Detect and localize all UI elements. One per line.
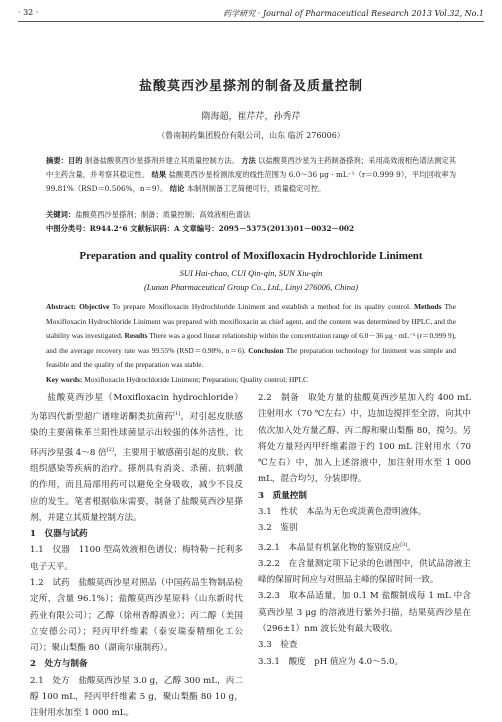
citation-ref: [1] bbox=[173, 411, 181, 418]
section-heading: 3 质量控制 bbox=[258, 490, 307, 501]
running-header bbox=[18, 6, 484, 22]
methods-label: 方法 bbox=[241, 156, 256, 165]
paragraph: 3.2.2 在含量测定项下记录的色谱图中，供试品溶液主峰的保留时间应与对照品主峰的保留时间一致。 bbox=[258, 558, 471, 586]
paragraph: 3.2.1 本品显有机氯化物的鉴别反应[3]。 bbox=[258, 541, 416, 553]
methods-text: 以盐酸莫西沙星为主药制备搽剂；采用高效液相色谱法测定其中主药含量，并考察其稳定性。 bbox=[46, 156, 457, 179]
abstract-chinese bbox=[46, 154, 456, 196]
keywords-text: 盐酸莫西沙星搽剂；制备；质量控制；高效液相色谱法 bbox=[75, 210, 251, 219]
abstract-english bbox=[46, 300, 456, 387]
citation-ref: [3] bbox=[400, 541, 408, 548]
paragraph: 1.2 试药 盐酸莫西沙星对照品（中国药品生物制品检定所，含量 96.1%）；盐酸莫西沙星原料（山东新时代药业有限公司）；乙醇（徐州香醇酒业）；丙二醇（美国立安德公司）；羟丙甲纤维素（泰安瑞泰精细化工公司）；聚山梨酯 80（湖南尔康制药）。 bbox=[30, 577, 243, 654]
conclusion-label: 结论 bbox=[169, 184, 185, 193]
paragraph: 3.1 性状 本品为无色或淡黄色澄明液体。 bbox=[258, 507, 427, 518]
affiliation-english: (Lunan Pharmaceutical Group Co., Ltd., Linyi 276006, China) bbox=[143, 282, 359, 292]
affiliation-chinese: （鲁南制药集团股份有限公司，山东 临沂 276006） bbox=[157, 131, 345, 140]
results-text: 盐酸莫西沙星检测浓度的线性范围为 6.0～36 μg · mL⁻¹（r＝0.999 9），平均回收率为 99.81%（RSD＝0.506%，n＝9）。 bbox=[46, 170, 457, 193]
en-keywords-text: Moxifloxacin Hydrochloride Liniment; Preparation; Quality control; HPLC bbox=[84, 374, 308, 384]
keywords-label: 关键词： bbox=[46, 210, 76, 219]
paragraph: 2.2 制备 取处方量的盐酸莫西沙星加入约 400 mL 注射用水（70 ℃左右）中，边加边搅拌至全溶，向其中依次加入处方量乙醇、丙二醇和聚山梨酯 80，搅匀。另将处方量羟丙甲纤维素溶于约 100 mL 注射用水（70 ℃左右）中，加入上述溶液中，加注射用水至 1 000 mL，混合均匀，分装即得。 bbox=[258, 393, 471, 485]
en-conclusion-text: The preparation technology for liniment was simple and feasible and the quality of the preparation was stable. bbox=[46, 345, 456, 369]
objective-label: 目的 bbox=[67, 156, 83, 165]
citation-ref: [2] bbox=[106, 446, 114, 453]
en-methods-text: The Moxifloxacin Hydrochloride Liniment was prepared with moxifloxacin as chief agent, and the content was determined by HPLC, and the stability was investigated. bbox=[46, 302, 456, 340]
paragraph: 3.2.3 取本品适量，加 0.1 M 盐酸制成每 1 mL 中含莫西沙星 3 μg 的溶液进行紫外扫描，结果莫西沙星在（296±1）nm 波长处有最大吸收。 bbox=[258, 591, 471, 635]
results-label: 结果 bbox=[151, 170, 167, 179]
en-results-text: There was a good linear relationship within the concentration range of 6.0－36 μg · mL⁻¹ (r＝0.999 9), and the average recovery rate was 99.55% (RSD＝0.98%, n＝6). bbox=[46, 331, 456, 355]
classification-meta: 中图分类号：R944.2⁺6 文献标识码：A 文章编号：2095－5375(2013)01－0032－002 bbox=[46, 224, 355, 233]
header-rule bbox=[18, 21, 484, 22]
body-column-right bbox=[258, 390, 471, 670]
body-column-left bbox=[30, 390, 243, 722]
authors-english: SUI Hai-chao, CUI Qin-qin, SUN Xiu-qin bbox=[179, 268, 323, 278]
authors-chinese: 隋海超，崔芹芹，孙秀芹 bbox=[201, 112, 301, 122]
subsection-heading: 3.3 检查 bbox=[258, 640, 298, 651]
keywords-chinese bbox=[46, 208, 456, 222]
conclusion-text: 本制剂制备工艺简便可行，质量稳定可控。 bbox=[186, 184, 326, 193]
objective-text: 制备盐酸莫西沙星搽剂并建立其质量控制方法。 bbox=[85, 156, 239, 165]
section-heading: 2 处方与制备 bbox=[30, 659, 88, 670]
en-objective-text: To prepare Moxifloxacin Hydrochloride Liniment and establish a method for its quality control. bbox=[112, 302, 411, 311]
page-number: · 32 · bbox=[18, 8, 39, 17]
en-abstract-label: Abstract: Objective bbox=[46, 302, 110, 311]
en-results-label: Results bbox=[124, 331, 148, 340]
subsection-heading: 3.2 鉴别 bbox=[258, 523, 298, 534]
en-methods-label: Methods bbox=[414, 302, 442, 311]
title-chinese: 盐酸莫西沙星搽剂的制备及质量控制 bbox=[138, 79, 363, 94]
intro-paragraph: 盐酸莫西沙星（Moxifloxacin hydrochloride）为第四代新型超广谱喹诺酮类抗菌药[1]，对引起皮肤感染的主要菌株革兰阳性球菌显示出较强的体外活性，比环丙沙星强 4～8 倍[2]，主要用于敏感菌引起的皮肤、软组织感染等疾病的治疗。搽剂具有消炎、杀菌、抗刺激的作用，而且局部用药可以避免全身吸收，减少不良反应的发生。笔者根据临床需要，制备了盐酸莫西沙星搽剂，并建立其质量控制方法。 bbox=[30, 393, 243, 523]
title-english: Preparation and quality control of Moxifloxacin Hydrochloride Liniment bbox=[79, 250, 423, 262]
section-heading: 1 仪器与试药 bbox=[30, 529, 88, 540]
abstract-label: 摘要： bbox=[46, 156, 68, 165]
paragraph: 3.3.1 酸度 pH 值应为 4.0～5.0。 bbox=[258, 656, 404, 667]
paragraph: 2.1 处方 盐酸莫西沙星 3.0 g，乙醇 300 mL，丙二醇 100 mL，羟丙甲纤维素 5 g，聚山梨酯 80 10 g，注射用水加至 1 000 mL。 bbox=[30, 675, 243, 719]
en-keywords-label: Key words: bbox=[46, 374, 83, 384]
paragraph: 1.1 仪器 1100 型高效液相色谱仪；梅特勒－托利多电子天平。 bbox=[30, 545, 243, 572]
journal-citation: 药学研究 · Journal of Pharmaceutical Research 2013 Vol.32, No.1 bbox=[223, 9, 484, 18]
en-conclusion-label: Conclusion bbox=[248, 345, 284, 355]
